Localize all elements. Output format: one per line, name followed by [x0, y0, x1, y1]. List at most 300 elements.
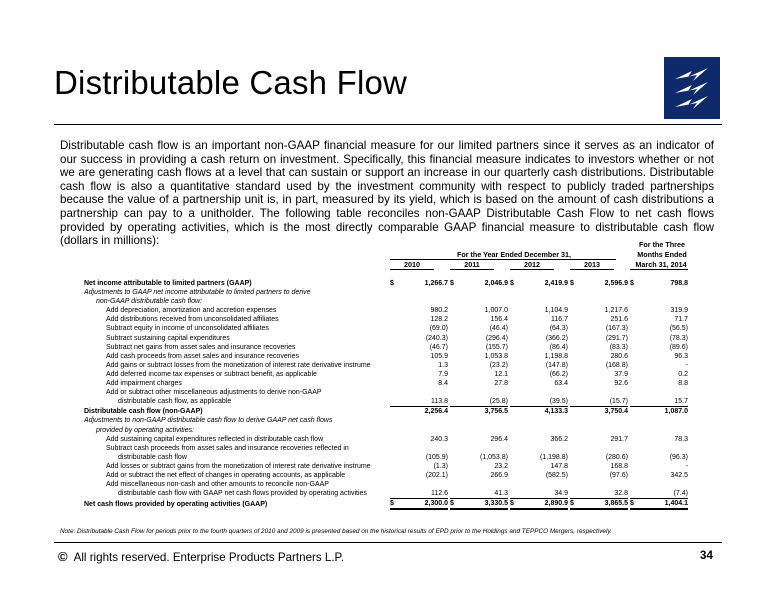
row-value: 0.2	[678, 370, 688, 378]
row-value	[640, 480, 688, 489]
currency-symbol: $	[450, 280, 454, 287]
currency-symbol	[570, 435, 580, 444]
currency-symbol	[450, 315, 460, 324]
row-value	[640, 426, 688, 435]
row-value: 342.5	[670, 471, 688, 479]
currency-symbol	[570, 388, 580, 397]
currency-symbol	[570, 471, 580, 480]
row-value	[460, 416, 508, 425]
currency-symbol	[630, 388, 640, 397]
currency-symbol	[570, 297, 580, 306]
row-label: distributable cash flow with GAAP net cash flows provided by operating activities	[118, 490, 367, 498]
currency-symbol	[630, 324, 640, 333]
currency-symbol	[390, 306, 400, 315]
row-label: Add losses or subtract gains from the monetization of interest rate derivative instrume	[106, 462, 371, 470]
currency-symbol	[570, 324, 580, 333]
row-label: Adjustments to non-GAAP distributable cash flow to derive GAAP net cash flows	[84, 417, 333, 425]
currency-symbol	[570, 334, 580, 343]
row-value: (202.1)	[425, 471, 448, 479]
row-value: (280.6)	[605, 453, 628, 461]
currency-symbol	[570, 379, 580, 388]
row-value	[460, 480, 508, 489]
row-value	[640, 288, 688, 297]
currency-symbol	[570, 352, 580, 361]
table-row	[84, 361, 688, 370]
currency-symbol	[630, 416, 640, 425]
row-label: Subtract equity in income of unconsolidated affiliates	[106, 325, 269, 333]
currency-symbol	[630, 397, 640, 407]
table-row	[84, 388, 688, 397]
row-value: -	[685, 462, 688, 470]
row-value: (1.3)	[433, 462, 448, 470]
currency-symbol: $	[390, 499, 400, 510]
row-value: 1,104.9	[544, 307, 568, 315]
row-label: Add deferred income tax expenses or subtract benefit, as applicable	[106, 370, 317, 378]
row-value	[580, 297, 628, 306]
row-value: 113.8	[431, 398, 448, 406]
header-underline-2010	[390, 269, 434, 270]
row-value: (66.2)	[549, 370, 568, 378]
row-value: (25.8)	[489, 398, 508, 406]
currency-symbol	[510, 343, 520, 352]
currency-symbol: $	[510, 499, 520, 510]
row-label: Net cash flows provided by operating activities (GAAP)	[84, 500, 268, 508]
row-value	[520, 416, 568, 425]
row-value: (97.6)	[609, 471, 628, 479]
row-value	[580, 444, 628, 453]
row-value: 1,198.8	[544, 352, 568, 360]
currency-symbol	[630, 407, 640, 417]
currency-symbol	[630, 361, 640, 370]
row-value: 1,087.0	[640, 407, 688, 417]
row-value: 1,266.7	[424, 280, 448, 287]
row-value: (78.3)	[669, 334, 688, 342]
header-underline-2011	[450, 269, 494, 270]
row-value: 156.4	[490, 316, 508, 324]
currency-symbol	[510, 444, 520, 453]
currency-symbol	[390, 370, 400, 379]
currency-symbol	[570, 407, 580, 417]
header-year-2010: 2010	[404, 260, 420, 269]
currency-symbol	[630, 334, 640, 343]
table-row	[84, 334, 688, 343]
row-label: Add depreciation, amortization and accretion expenses	[106, 307, 277, 315]
table-row	[84, 288, 688, 297]
currency-symbol	[570, 444, 580, 453]
row-value	[520, 426, 568, 435]
currency-symbol	[390, 407, 400, 417]
row-value	[580, 480, 628, 489]
row-value: (168.8)	[605, 361, 628, 369]
currency-symbol	[450, 480, 460, 489]
cash-flow-table-body	[84, 279, 688, 509]
currency-symbol	[630, 480, 640, 489]
currency-symbol	[630, 370, 640, 379]
row-value: (56.5)	[669, 325, 688, 333]
row-value: 296.4	[490, 435, 508, 443]
row-value: (96.3)	[669, 453, 688, 461]
currency-symbol	[570, 416, 580, 425]
row-value	[640, 416, 688, 425]
currency-symbol: $	[450, 499, 460, 510]
row-label: Add impairment charges	[106, 380, 182, 388]
table-row	[84, 324, 688, 333]
header-year-2013: 2013	[584, 260, 600, 269]
row-value: (64.3)	[549, 325, 568, 333]
header-year-2012: 2012	[524, 260, 540, 269]
currency-symbol	[450, 343, 460, 352]
row-value: 2,890.9	[520, 499, 568, 510]
row-value	[520, 388, 568, 397]
row-value: 980.2	[430, 307, 448, 315]
currency-symbol	[630, 444, 640, 453]
currency-symbol	[510, 315, 520, 324]
currency-symbol	[510, 288, 520, 297]
row-value: 319.9	[670, 307, 688, 315]
row-value	[520, 444, 568, 453]
table-row	[84, 471, 688, 480]
row-value: (240.3)	[425, 334, 448, 342]
row-value: 2,256.4	[400, 407, 448, 417]
currency-symbol	[450, 288, 460, 297]
row-value	[580, 388, 628, 397]
table-row	[84, 306, 688, 315]
currency-symbol	[390, 453, 400, 462]
currency-symbol	[510, 361, 520, 370]
row-value: 1.3	[438, 361, 448, 369]
currency-symbol	[390, 343, 400, 352]
currency-symbol	[450, 297, 460, 306]
row-label: Subtract net gains from asset sales and insurance recoveries	[106, 343, 296, 351]
row-value: (69.0)	[429, 325, 448, 333]
row-value: 291.7	[610, 435, 628, 443]
currency-symbol	[390, 361, 400, 370]
row-value: 15.7	[674, 398, 688, 406]
table-row	[84, 444, 688, 453]
currency-symbol	[630, 315, 640, 324]
currency-symbol	[450, 334, 460, 343]
table-row	[84, 279, 688, 288]
currency-symbol	[510, 435, 520, 444]
currency-symbol	[510, 453, 520, 462]
table-row	[84, 435, 688, 444]
table-row	[84, 489, 688, 499]
currency-symbol	[570, 361, 580, 370]
currency-symbol	[510, 370, 520, 379]
currency-symbol	[390, 297, 400, 306]
row-label: distributable cash flow	[118, 453, 187, 461]
currency-symbol	[570, 489, 580, 499]
row-value	[400, 297, 448, 306]
header-three-months-line3: March 31, 2014	[635, 260, 687, 269]
row-value: 147.8	[550, 462, 568, 470]
table-row	[84, 462, 688, 471]
cash-flow-table	[84, 279, 688, 510]
row-value: (366.2)	[545, 334, 568, 342]
currency-symbol	[630, 426, 640, 435]
row-label: Add sustaining capital expenditures reflected in distributable cash flow	[106, 435, 324, 443]
row-value: 37.9	[614, 370, 628, 378]
row-value: 41.3	[494, 490, 508, 498]
row-label: Add gains or subtract losses from the monetization of interest rate derivative instrume	[106, 361, 371, 369]
row-value: 105.9	[430, 352, 448, 360]
currency-symbol	[510, 388, 520, 397]
currency-symbol	[510, 379, 520, 388]
currency-symbol	[570, 426, 580, 435]
table-row	[84, 453, 688, 462]
currency-symbol: $	[390, 280, 394, 287]
row-value	[520, 288, 568, 297]
row-value: 240.3	[430, 435, 448, 443]
row-label: Net income attributable to limited partners (GAAP)	[84, 280, 252, 287]
header-three-months-line2: Months Ended	[637, 250, 687, 259]
currency-symbol	[630, 462, 640, 471]
row-value: -	[685, 361, 688, 369]
currency-symbol	[510, 306, 520, 315]
row-value: 63.4	[554, 380, 568, 388]
page-number: 34	[700, 549, 713, 562]
row-value: 2,046.9	[484, 280, 508, 287]
row-value: 92.6	[614, 380, 628, 388]
currency-symbol	[390, 379, 400, 388]
row-value	[400, 480, 448, 489]
intro-paragraph: Distributable cash flow is an important non-GAAP financial measure for our limited partners since it serves as an indicator of our success in providing a cash return on investment. Specifically, this financial measure indicates to investors whether or not we are generating cash flows at a level that can sustain or support an increase in our quarterly cash distributions. Distributable cash flow is also a quantitative standard used by the investment community with respect to publicly traded partnerships because the value of a partnership unit is, in part, measured by its yield, which is based on the amount of cash distributions a partnership can pay to a unitholder. The following table reconciles non-GAAP Distributable Cash Flow to net cash flows provided by operating activities, which is the most directly comparable GAAP financial measure to distributable cash flow (dollars in millions):	[60, 139, 714, 248]
currency-symbol	[630, 343, 640, 352]
header-underline-q1-2014	[630, 269, 688, 270]
row-value: 3,330.5	[460, 499, 508, 510]
table-row	[84, 397, 688, 407]
currency-symbol	[390, 444, 400, 453]
currency-symbol	[450, 352, 460, 361]
currency-symbol	[450, 416, 460, 425]
header-year-group: For the Year Ended December 31,	[456, 250, 572, 259]
currency-symbol	[630, 288, 640, 297]
header-underline-2013	[570, 269, 614, 270]
table-row	[84, 315, 688, 324]
row-value: 2,596.9	[604, 280, 628, 287]
currency-symbol	[510, 462, 520, 471]
row-value	[460, 297, 508, 306]
currency-symbol	[450, 370, 460, 379]
row-value: (155.7)	[485, 343, 508, 351]
table-row	[84, 499, 688, 510]
row-value: (23.2)	[489, 361, 508, 369]
row-value: (1,198.8)	[539, 453, 568, 461]
currency-symbol	[390, 489, 400, 499]
table-footnote: Note: Distributable Cash Flow for periods prior to the fourth quarters of 2010 and 2009 is presented based on the historical results of EPD prior to the Holdings and TEPPCO Mergers, respectively.	[60, 528, 612, 535]
currency-symbol	[570, 343, 580, 352]
row-value: 266.9	[490, 471, 508, 479]
currency-symbol	[390, 352, 400, 361]
row-label: non-GAAP distributable cash flow:	[96, 298, 202, 306]
row-value: (147.8)	[545, 361, 568, 369]
row-value: (1,053.8)	[479, 453, 508, 461]
row-value: 32.8	[614, 490, 628, 498]
currency-symbol	[510, 471, 520, 480]
row-value: 8.4	[438, 380, 448, 388]
row-value: (296.4)	[485, 334, 508, 342]
currency-symbol	[450, 306, 460, 315]
row-value: 4,133.3	[520, 407, 568, 417]
row-value: 1,007.0	[484, 307, 508, 315]
currency-symbol: $	[570, 499, 580, 510]
currency-symbol	[450, 426, 460, 435]
row-value	[640, 388, 688, 397]
currency-symbol	[390, 471, 400, 480]
currency-symbol	[390, 315, 400, 324]
row-label: Add miscellaneous non-cash and other amounts to reconcile non-GAAP	[106, 481, 329, 489]
currency-symbol	[630, 352, 640, 361]
row-value: 251.6	[610, 316, 628, 324]
row-value: 7.9	[438, 370, 448, 378]
row-value	[520, 297, 568, 306]
currency-symbol	[450, 324, 460, 333]
currency-symbol	[450, 379, 460, 388]
currency-symbol	[450, 444, 460, 453]
row-value: (86.4)	[549, 343, 568, 351]
currency-symbol	[630, 297, 640, 306]
row-value: 168.8	[610, 462, 628, 470]
table-row	[84, 352, 688, 361]
currency-symbol	[570, 288, 580, 297]
row-value: 71.7	[674, 316, 688, 324]
row-value: 2,300.0	[400, 499, 448, 510]
currency-symbol	[390, 397, 400, 407]
row-value: 27.8	[494, 380, 508, 388]
header-underline-2012	[510, 269, 554, 270]
currency-symbol: $	[630, 499, 640, 510]
currency-symbol	[510, 397, 520, 407]
row-value: (291.7)	[605, 334, 628, 342]
row-value	[580, 288, 628, 297]
row-value: 12.1	[494, 370, 508, 378]
currency-symbol	[510, 416, 520, 425]
currency-symbol	[390, 462, 400, 471]
currency-symbol	[450, 388, 460, 397]
table-row	[84, 297, 688, 306]
currency-symbol	[390, 288, 400, 297]
currency-symbol	[510, 480, 520, 489]
table-row	[84, 416, 688, 425]
row-value: 3,865.5	[580, 499, 628, 510]
row-value	[460, 426, 508, 435]
row-value: 3,756.5	[460, 407, 508, 417]
currency-symbol	[450, 462, 460, 471]
row-label: Add or subtract the net effect of changes in operating accounts, as applicable	[106, 471, 346, 479]
currency-symbol	[390, 416, 400, 425]
currency-symbol	[510, 352, 520, 361]
row-value: 112.6	[431, 490, 448, 498]
row-value	[580, 426, 628, 435]
currency-symbol	[510, 407, 520, 417]
row-value: 96.3	[674, 352, 688, 360]
copyright-icon: ©	[58, 549, 68, 564]
row-label: distributable cash flow, as applicable	[118, 398, 232, 406]
currency-symbol	[390, 435, 400, 444]
row-value: (39.5)	[549, 398, 568, 406]
row-value	[460, 288, 508, 297]
row-value	[400, 426, 448, 435]
row-value	[400, 388, 448, 397]
row-value: (582.5)	[545, 471, 568, 479]
header-year-2011: 2011	[464, 260, 480, 269]
table-row	[84, 343, 688, 352]
row-value: 34.9	[554, 490, 568, 498]
row-value: 1,053.8	[484, 352, 508, 360]
row-value: 2,419.9	[544, 280, 568, 287]
row-label: Add cash proceeds from asset sales and insurance recoveries	[106, 352, 299, 360]
row-value	[520, 480, 568, 489]
currency-symbol	[450, 361, 460, 370]
currency-symbol	[570, 370, 580, 379]
table-row	[84, 480, 688, 489]
row-value: 128.2	[430, 316, 448, 324]
footer-copyright	[58, 549, 344, 564]
row-value	[460, 444, 508, 453]
currency-symbol	[630, 435, 640, 444]
row-value: (105.9)	[425, 453, 448, 461]
currency-symbol: $	[510, 280, 514, 287]
row-value: 116.7	[551, 316, 568, 324]
currency-symbol	[390, 388, 400, 397]
footer-divider	[54, 542, 722, 543]
row-value: 23.2	[494, 462, 508, 470]
currency-symbol	[570, 480, 580, 489]
row-value: (46.7)	[429, 343, 448, 351]
currency-symbol	[570, 462, 580, 471]
row-value: (89.6)	[669, 343, 688, 351]
currency-symbol	[570, 306, 580, 315]
row-value: (46.4)	[489, 325, 508, 333]
title-divider	[54, 124, 722, 125]
row-label: Add or subtract other miscellaneous adjustments to derive non-GAAP	[106, 389, 322, 397]
row-label: Add distributions received from unconsolidated affiliates	[106, 316, 279, 324]
table-row	[84, 426, 688, 435]
row-value: (7.4)	[673, 490, 688, 498]
row-value: 280.6	[610, 352, 628, 360]
table-row	[84, 407, 688, 417]
currency-symbol	[390, 480, 400, 489]
currency-symbol	[570, 397, 580, 407]
header-three-months-line1: For the Three	[639, 240, 685, 249]
row-label: Adjustments to GAAP net income attributable to limited partners to derive	[84, 289, 311, 297]
currency-symbol	[570, 315, 580, 324]
row-value: (83.3)	[609, 343, 628, 351]
row-label: Distributable cash flow (non-GAAP)	[84, 408, 203, 416]
row-value: 3,750.4	[580, 407, 628, 417]
currency-symbol	[450, 453, 460, 462]
currency-symbol	[510, 324, 520, 333]
footer-copyright-text: All rights reserved. Enterprise Products Partners L.P.	[73, 551, 345, 564]
currency-symbol: $	[570, 280, 574, 287]
row-value	[400, 288, 448, 297]
row-value: 78.3	[674, 435, 688, 443]
row-value	[400, 444, 448, 453]
currency-symbol	[510, 297, 520, 306]
table-row	[84, 370, 688, 379]
row-label: provided by operating activities:	[96, 426, 195, 434]
table-row	[84, 379, 688, 388]
currency-symbol	[630, 489, 640, 499]
currency-symbol	[390, 324, 400, 333]
row-label: Subtract cash proceeds from asset sales and insurance recoveries reflected in	[106, 444, 349, 452]
currency-symbol	[570, 453, 580, 462]
enterprise-logo-icon	[664, 57, 720, 119]
currency-symbol	[450, 407, 460, 417]
row-value: 8.8	[678, 380, 688, 388]
currency-symbol	[630, 453, 640, 462]
row-value: 1,404.1	[640, 499, 688, 510]
